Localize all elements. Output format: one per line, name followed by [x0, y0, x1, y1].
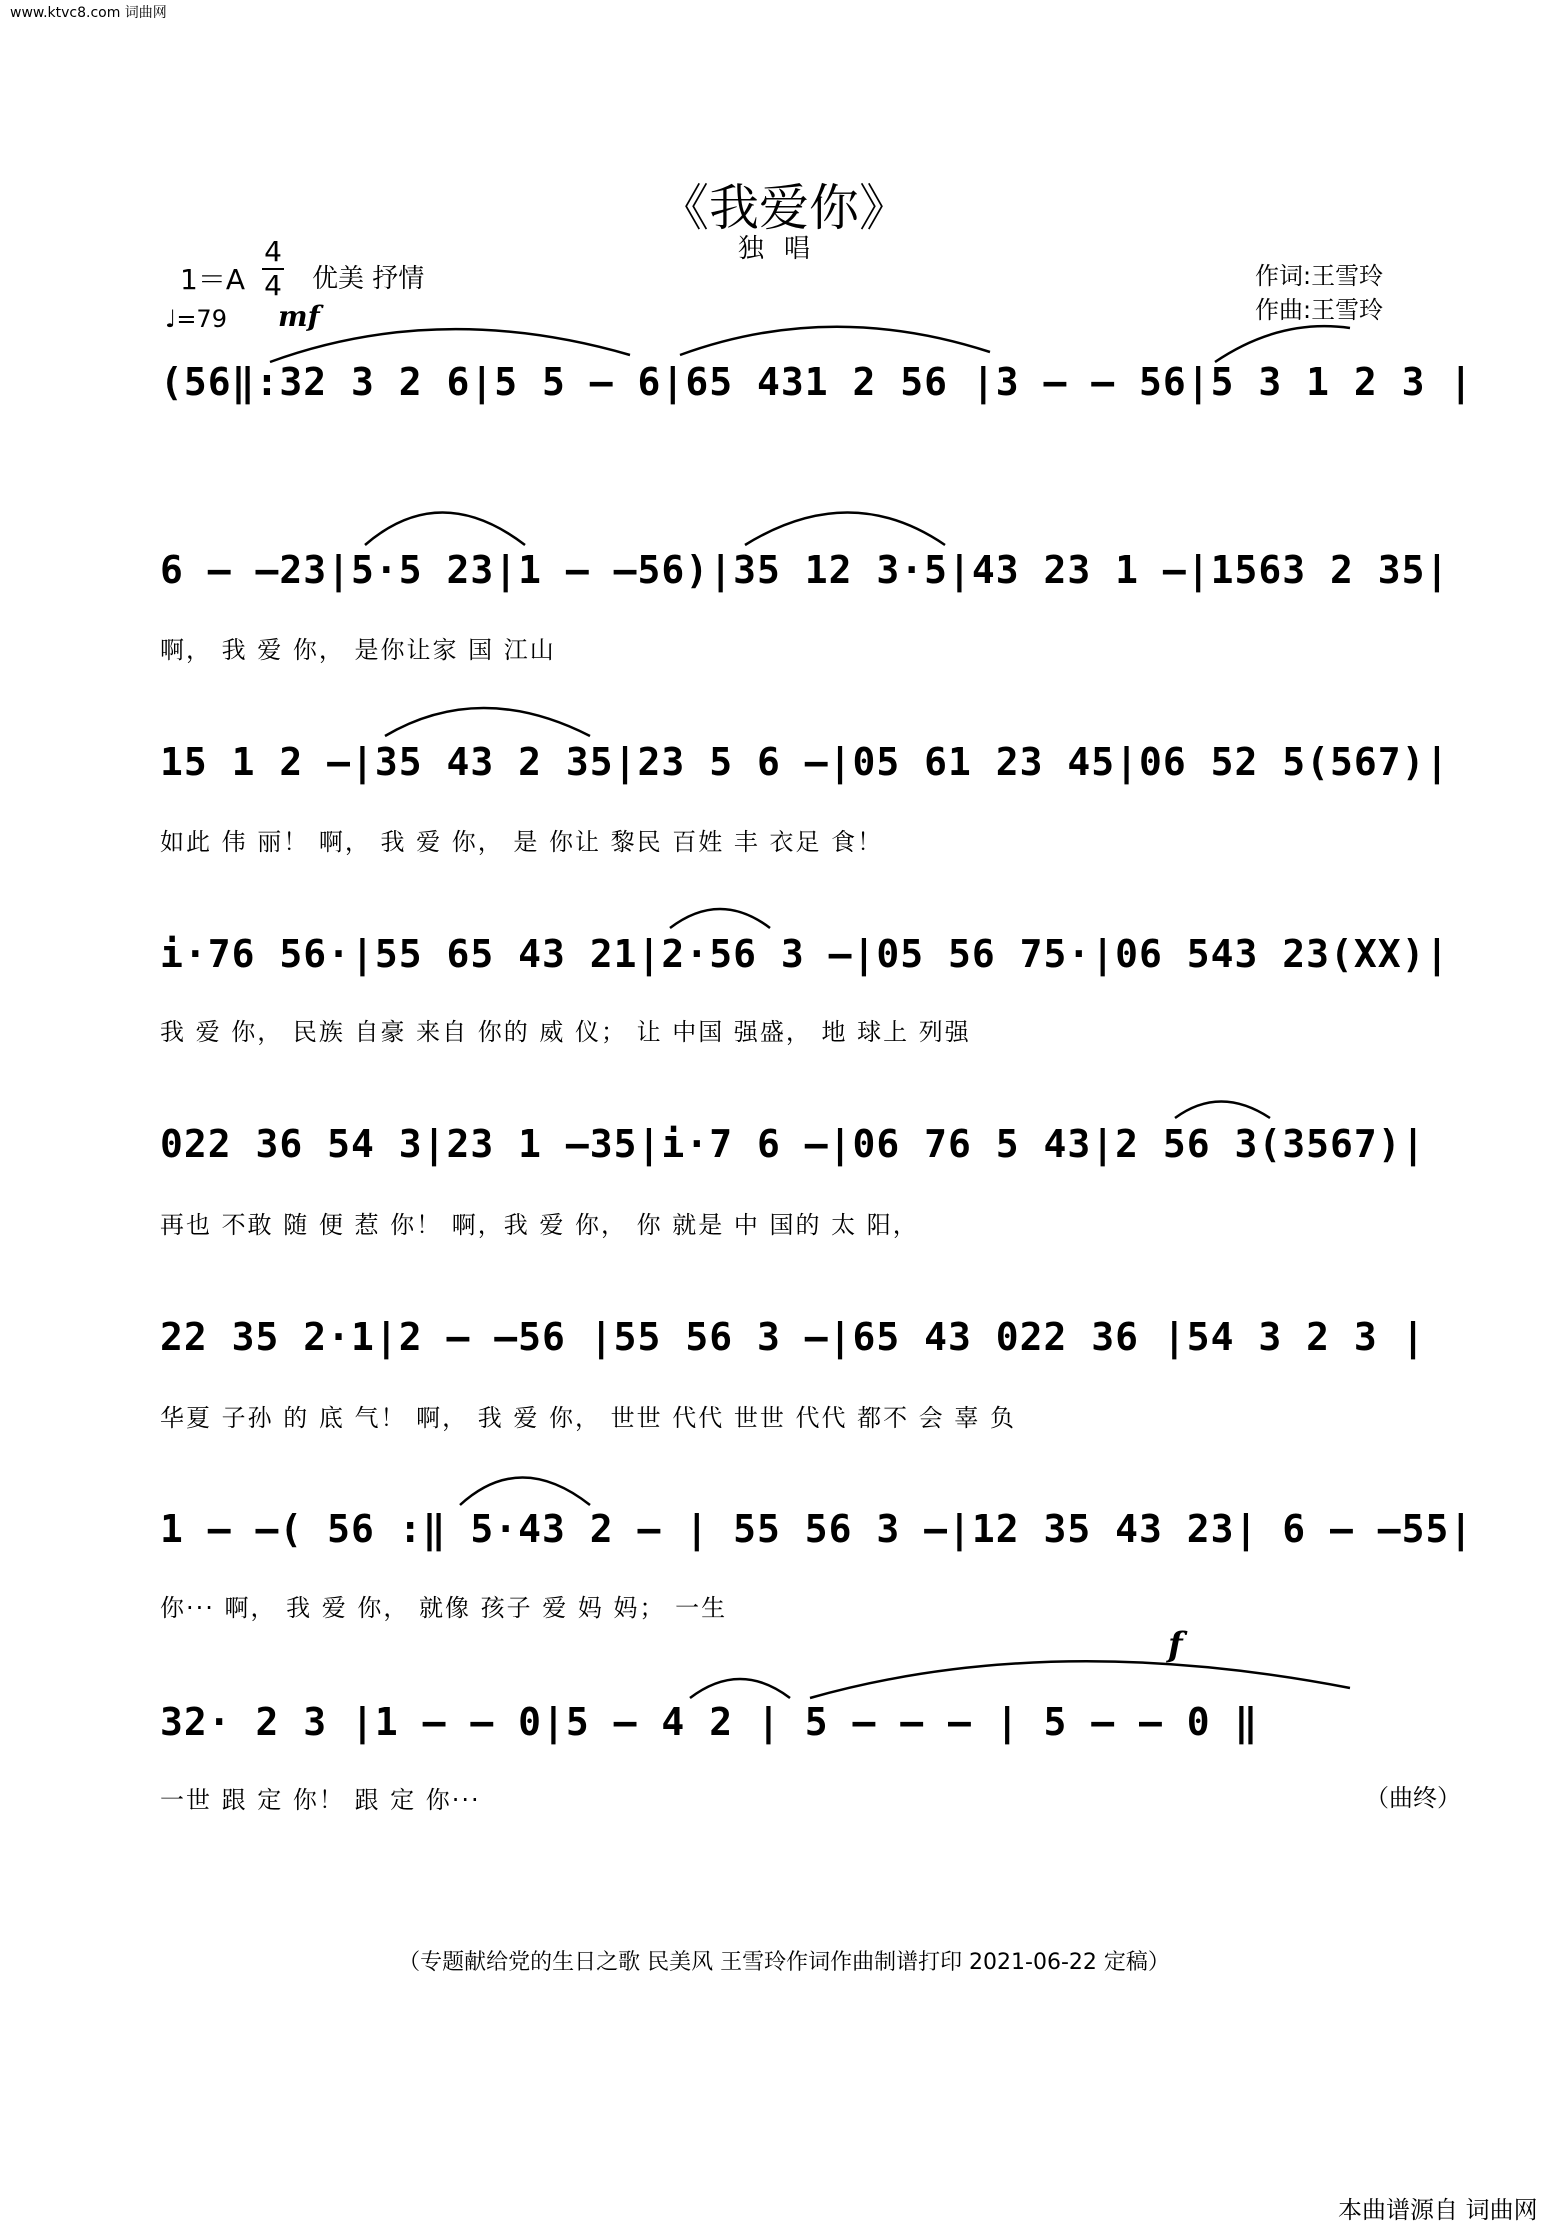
site-watermark: www.ktvc8.com 词曲网 [10, 5, 167, 21]
lyric-line-2: 啊， 我 爱 你， 是你让家 国 江山 [160, 636, 556, 664]
score-line-4: i·76 56·|55 65 43 21|2·56 3 –|05 56 75·|06 543 23(XX)| [160, 932, 1450, 976]
composer-credit: 作曲:王雪玲 [1255, 296, 1384, 324]
slur-arc [385, 708, 590, 736]
score-line-6: 22 35 2·1|2 – –56 |55 56 3 –|65 43 022 36 |54 3 2 3 | [160, 1315, 1426, 1359]
lyric-line-3: 如此 伟 丽！ 啊， 我 爱 你， 是 你让 黎民 百姓 丰 衣足 食！ [160, 828, 884, 856]
source-credit: 本曲谱源自 词曲网 [1338, 2196, 1538, 2224]
score-line-5: 022 36 54 3|23 1 –35|i·7 6 –|06 76 5 43|2 56 3(3567)| [160, 1122, 1426, 1166]
lyric-line-5: 再也 不敢 随 便 惹 你！ 啊，我 爱 你， 你 就是 中 国的 太 阳， [160, 1211, 919, 1239]
slur-arc [365, 513, 525, 546]
footer-note: （专题献给党的生日之歌 民美风 王雪玲作词作曲制谱打印 2021-06-22 定稿） [398, 1950, 1170, 1975]
score-line-2: 6 – –23|5·5 23|1 – –56)|35 12 3·5|43 23 1 –|1563 2 35| [160, 548, 1450, 592]
time-signature-bottom: 4 [264, 269, 282, 302]
end-mark: （曲终） [1365, 1784, 1461, 1812]
lyric-line-7: 你··· 啊， 我 爱 你， 就像 孩子 爱 妈 妈； 一生 [160, 1594, 728, 1622]
score-line-1: (56‖:32 3 2 6|5 5 – 6|65 431 2 56 |3 – – 56|5 3 1 2 3 | [160, 360, 1474, 404]
lyricist-credit: 作词:王雪玲 [1255, 262, 1384, 290]
score-line-8: 32· 2 3 |1 – – 0|5 – 4 2 | 5 – – – | 5 – – 0 ‖ [160, 1700, 1259, 1744]
score-line-7: 1 – –( 56 :‖ 5·43 2 – | 55 56 3 –|12 35 43 23| 6 – –55| [160, 1507, 1474, 1551]
dynamic-mf: mf [278, 300, 320, 333]
slur-arc [460, 1478, 590, 1506]
key-signature: 1＝A [180, 263, 245, 296]
slur-arc [1215, 326, 1350, 362]
slur-arc [810, 1661, 1350, 1698]
lyric-line-6: 华夏 子孙 的 底 气！ 啊， 我 爱 你， 世世 代代 世世 代代 都不 会 辜 负 [160, 1404, 1017, 1432]
slur-arc [690, 1679, 790, 1698]
slur-arc [1175, 1102, 1270, 1119]
song-title: 《我爱你》 [659, 179, 909, 237]
lyric-line-4: 我 爱 你， 民族 自豪 来自 你的 威 仪； 让 中国 强盛， 地 球上 列强 [160, 1018, 971, 1046]
tempo-mark: ♩=79 [165, 305, 227, 333]
score-line-3: 15 1 2 –|35 43 2 35|23 5 6 –|05 61 23 45|06 52 5(567)| [160, 740, 1450, 784]
slur-arc [745, 513, 945, 546]
slur-arc [680, 327, 990, 355]
slur-arc [670, 909, 770, 928]
slur-arc [270, 329, 630, 362]
time-signature-top: 4 [264, 235, 282, 268]
expression-style: 优美 抒情 [312, 264, 425, 294]
lyric-line-8: 一世 跟 定 你！ 跟 定 你··· [160, 1786, 481, 1814]
song-subtitle: 独唱 [737, 234, 830, 264]
dynamic-f: f [1168, 1625, 1183, 1665]
